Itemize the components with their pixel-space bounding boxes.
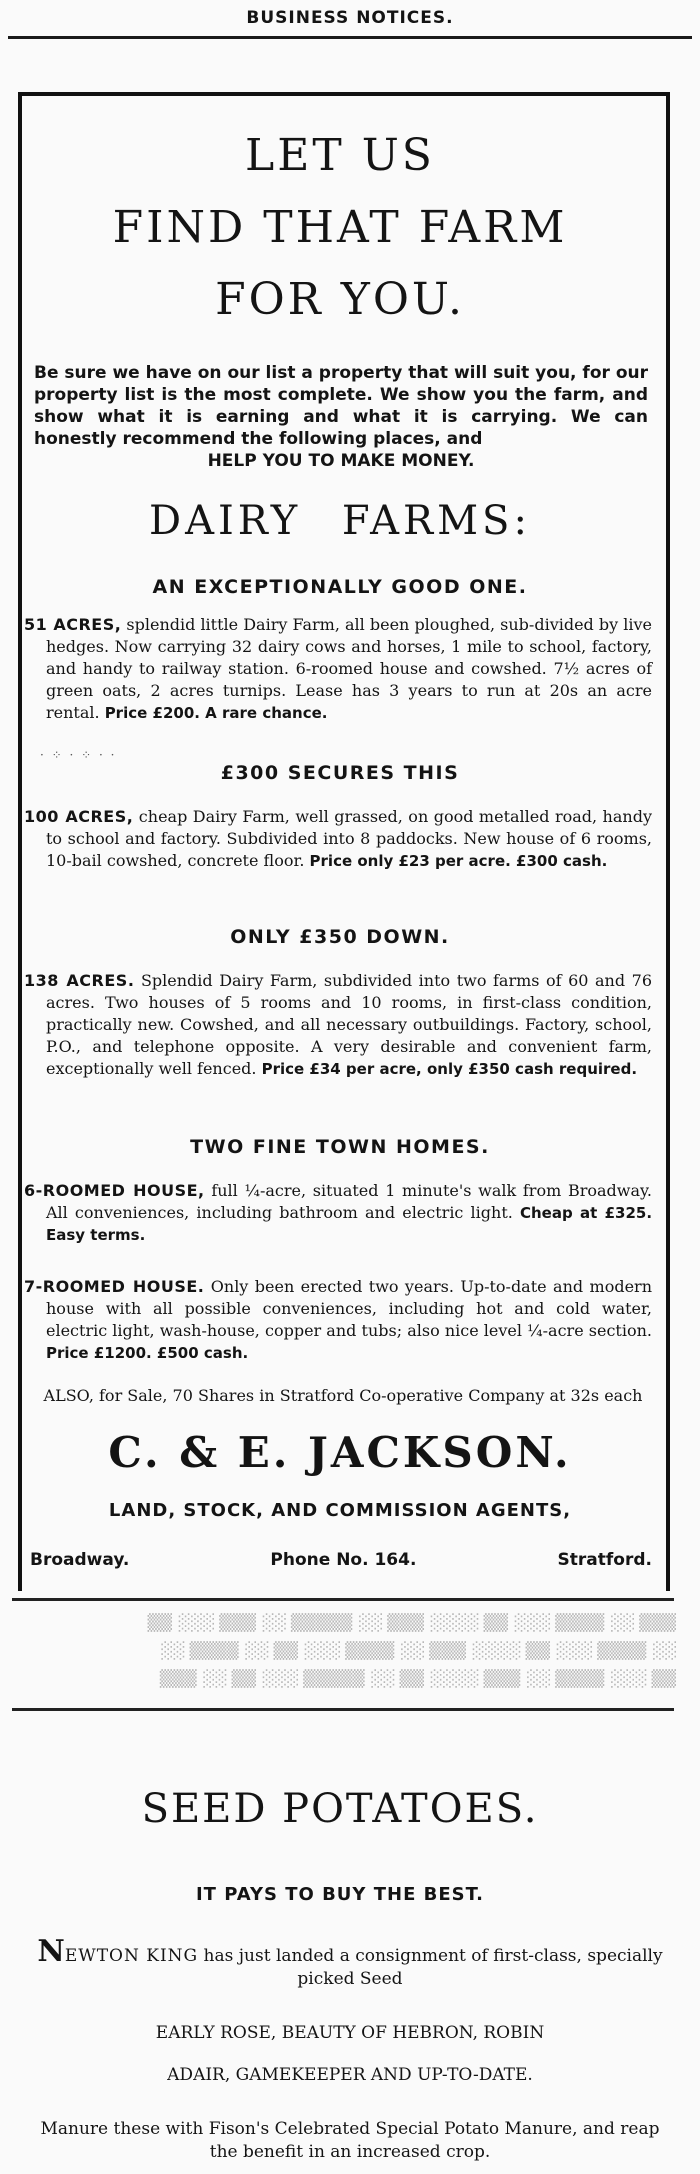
printer-ornament: · ⁘ · ⁘ · · bbox=[40, 748, 117, 762]
varieties-line-2: ADAIR, GAMEKEEPER AND UP-TO-DATE. bbox=[167, 2065, 533, 2085]
firm-phone: Phone No. 164. bbox=[270, 1550, 417, 1570]
listing-2-body: cheap Dairy Farm, well grassed, on good metalled road, handy to school and factory. Subdivided into 8 paddocks. New house of 6 rooms, 10-bail cowshed, concrete floor. bbox=[46, 807, 652, 870]
firm-contact-row bbox=[30, 1550, 652, 1570]
town-home-2-body: Only been erected two years. Up-to-date and modern house with all possible conveniences, including hot and cold water, electric light, wash-house, copper and tubs; also nice level ¼-acre section. bbox=[46, 1277, 652, 1340]
merchant-name: EWTON KING bbox=[64, 1946, 199, 1966]
drop-cap: N bbox=[37, 1934, 65, 1969]
town-home-1-body: full ¼-acre, situated 1 minute's walk from Broadway. All conveniences, including bathroom and electric light. bbox=[46, 1181, 653, 1222]
firm-address: Broadway. bbox=[30, 1550, 130, 1570]
town-home-2-price: Price £1200. £500 cash. bbox=[46, 1344, 249, 1362]
listing-3 bbox=[24, 970, 652, 1080]
intro-closing: HELP YOU TO MAKE MONEY. bbox=[207, 451, 475, 471]
headline-line-3: FOR YOU. bbox=[215, 274, 465, 325]
firm-description: LAND, STOCK, AND COMMISSION AGENTS, bbox=[108, 1500, 572, 1521]
listing-2-price: Price only £23 per acre. £300 cash. bbox=[309, 852, 608, 870]
intro-paragraph bbox=[34, 362, 648, 472]
seed-tagline: IT PAYS TO BUY THE BEST. bbox=[195, 1884, 484, 1905]
shares-notice: ALSO, for Sale, 70 Shares in Stratford Co-operative Company at 32s each bbox=[43, 1386, 643, 1405]
listing-1-body: splendid little Dairy Farm, all been ploughed, sub-divided by live hedges. Now carrying 32 dairy cows and horses, 1 mile to school, factory, and handy to railway station. 6-roomed house and cowshed. 7½ acres of green oats, 2 acres turnips. Lease has 3 years to run at 20s an acre rental. bbox=[46, 615, 652, 722]
header-rule bbox=[8, 36, 692, 39]
seed-announcement bbox=[30, 1934, 670, 1991]
dairy-farms-heading: DAIRY FARMS: bbox=[149, 498, 531, 544]
town-home-2-lead: 7-ROOMED HOUSE. bbox=[24, 1277, 205, 1296]
listing-3-lead: 138 ACRES. bbox=[24, 971, 135, 990]
manure-note: Manure these with Fison's Celebrated Special Potato Manure, and reap the benefit in an increased crop. bbox=[40, 2119, 660, 2162]
town-home-2 bbox=[24, 1276, 652, 1364]
announcement-text: has just landed a consignment of first-class, specially picked Seed bbox=[203, 1946, 663, 1989]
listing-3-price: Price £34 per acre, only £350 cash required. bbox=[261, 1060, 638, 1078]
bleed-through-texture: ▒▒ ░░░ ▒▒▒▒ ░░ ▒▒▒ ░░░░ ▒▒ ░░ ▒▒▒▒▒ ░░░ ▒▒ ░░ ▒▒▒ bbox=[159, 1669, 676, 1688]
listing-1 bbox=[24, 614, 652, 724]
page-header: BUSINESS NOTICES. bbox=[246, 8, 454, 28]
bleed-through-texture: ░░ ▒▒▒▒ ░░░ ▒▒ ░░░░ ▒▒▒ ░░ ▒▒▒▒ ░░░ ▒▒ ░░ ▒▒▒▒ ░░ bbox=[159, 1641, 676, 1660]
section-divider-rule bbox=[12, 1708, 674, 1711]
town-home-1-price: Cheap at £325. Easy terms. bbox=[46, 1204, 653, 1244]
listing-1-price: Price £200. A rare chance. bbox=[104, 704, 328, 722]
ad-bottom-rule bbox=[12, 1598, 674, 1601]
firm-name: C. & E. JACKSON. bbox=[108, 1428, 572, 1477]
seed-potatoes-title: SEED POTATOES. bbox=[141, 1786, 539, 1832]
listing-3-body: Splendid Dairy Farm, subdivided into two farms of 60 and 76 acres. Two houses of 5 rooms and 10 rooms, in first-class condition, practically new. Cowshed, and all necessary outbuildings. Factory, school, P.O., and telephone opposite. A very desirable and convenient farm, exceptionally well fenced. bbox=[46, 971, 652, 1078]
listing-2 bbox=[24, 806, 652, 872]
listing-3-subhead: ONLY £350 DOWN. bbox=[230, 926, 450, 948]
listing-2-lead: 100 ACRES, bbox=[24, 807, 134, 826]
listing-2-subhead: £300 SECURES THIS bbox=[220, 762, 460, 784]
intro-text: Be sure we have on our list a property that will suit you, for our property list is the most complete. We show you the farm, and show what it is earning and what it is carrying. We can honestly recommend the following places, and bbox=[34, 363, 648, 449]
headline-line-2: FIND THAT FARM bbox=[112, 202, 568, 253]
headline-line-1: LET US bbox=[245, 130, 435, 181]
bleed-through-texture: ▒▒▒ ░░ ▒▒▒▒ ░░░ ▒▒ ░░░░ ▒▒▒ ░░ ▒▒▒▒▒ ░░ ▒▒▒ ░░░ ▒▒ bbox=[147, 1613, 676, 1632]
town-home-1 bbox=[24, 1180, 652, 1246]
listing-1-subhead: AN EXCEPTIONALLY GOOD ONE. bbox=[152, 576, 528, 598]
varieties-line-1: EARLY ROSE, BEAUTY OF HEBRON, ROBIN bbox=[155, 2023, 545, 2043]
firm-town: Stratford. bbox=[557, 1550, 652, 1570]
town-homes-subhead: TWO FINE TOWN HOMES. bbox=[190, 1136, 490, 1158]
town-home-1-lead: 6-ROOMED HOUSE, bbox=[24, 1181, 205, 1200]
listing-1-lead: 51 ACRES, bbox=[24, 615, 122, 634]
